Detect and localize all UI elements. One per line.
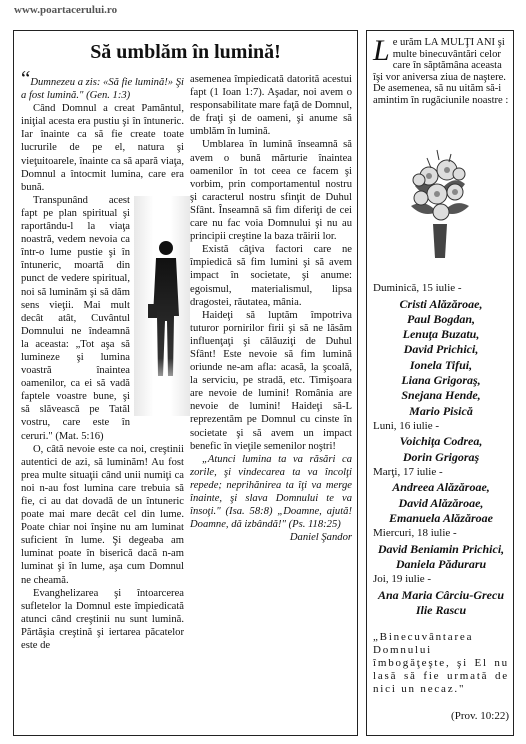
birthday-name: Ilie Rascu	[415, 603, 467, 618]
paragraph: Evanghelizarea şi întoarcerea sufletelor la Domnul este împiedicată atunci când creştinii nu sunt lumină. Părtăşia creştină şi iertarea păcatelor este de	[21, 587, 184, 652]
paragraph: Haideţi să luptăm împotriva tuturor pornirilor firii şi să ne lăsăm influenţaţi şi călăuziţi de Duhul Sfânt! Este nevoie să fim lumină oriunde ne-am afla: acasă, la şcoală, la serviciu, pe stradă, etc. Timişoara are nevoie de lumini! România are nevoie de lumini! Haideţi să-L reprezentăm pe Domnul cu cinste în societate şi să avem un impact benefic în vieţile semenilor noştri!	[190, 309, 352, 452]
birthday-intro: Le urăm LA MULŢI ANI şi multe binecuvântări celor care în săptămâna aceasta îşi vor aniversa ziua de naştere. De asemenea, să nu uităm să-i amintim în rugăciunile noastre :	[373, 34, 509, 106]
opening-quote: “Dumnezeu a zis: «Să fie lumină!» Şi a fost lumină." (Gen. 1:3)	[21, 66, 184, 102]
paragraph: asemenea împiedicată datorită acestui fapt (1 Ioan 1:7). Aşadar, noi avem o responsabilitate mare faţă de Domnul, de fraţi şi de oameni, şi anume să umblăm în lumină.	[190, 74, 352, 138]
birthday-name: Dorin Grigoraş	[402, 449, 480, 464]
birthday-name: Andreea Alăzăroae,	[392, 480, 490, 495]
day-label: Joi, 19 iulie -	[373, 573, 432, 586]
flower-bouquet-image	[407, 146, 473, 261]
birthday-name: Lenuţa Buzatu,	[402, 327, 480, 342]
day-entry	[373, 419, 509, 465]
birthday-name: David Prichici,	[403, 342, 479, 357]
birthday-list	[373, 281, 509, 619]
birthday-name: Cristi Alăzăroae,	[399, 296, 483, 311]
closing-verses: „Atunci lumina ta va răsări ca zorile, şi vindecarea ta va încolţi repede; neprihănirea ta îţi va merge înainte, şi slava Domnului te va însoţi." (Isa. 58:8) „Doamne, ajută! Doamne, dă izbândă!" (Ps. 118:25)	[190, 453, 352, 531]
birthday-name: Snejana Hende,	[401, 388, 481, 403]
birthday-name: Ionela Tifui,	[409, 357, 473, 372]
paragraph: O, câtă nevoie este ca noi, creştinii autentici de azi, să luminăm! Au fost prea multe situaţii când unii numiţi ca noi n-au fost lumina care trebuia să fie, ci au dat dovadă de un întuneric poate mai mare decât cel din lume. Poate chiar noi înşine nu am luminat suficient în lume. Şi degeaba am luminat poate în biserică dacă n-am luminat şi în lume, aşa cum Domnul ne cheamă.	[21, 443, 184, 586]
day-entry	[373, 526, 509, 572]
day-label: Luni, 16 iulie -	[373, 419, 439, 432]
author-signature: Daniel Şandor	[289, 532, 352, 544]
birthday-name: Voichiţa Codrea,	[399, 434, 483, 449]
drop-cap: L	[373, 34, 390, 67]
day-label: Marţi, 17 iulie -	[373, 465, 443, 478]
birthday-name: Emanuela Alăzăroae	[389, 511, 493, 526]
blessing-text: „Binecuvântarea Domnului îmbogăţeşte, şi El nu lasă să fie urmată de nici un necaz."	[373, 631, 509, 695]
paragraph: Transpunând acest fapt pe plan spiritual şi raportându-l la viaţa noastră, vedem nevoia ca într-o lume pustie şi în întuneric, moartă din punct de vedere spiritual, noi să luminăm şi să dăm sens vieţii. Mai mult decât atât, Cuvântul Domnului ne îndeamnă la aceasta: „Tot aşa să lumineze şi lumina voastră înaintea oamenilor, ca ei să vadă faptele voastre bune, şi să slăvească pe Tatăl vostru, care este în ceruri." (Mat. 5:16)	[21, 194, 184, 443]
birthday-name: Daniela Păduraru	[395, 557, 487, 572]
birthday-name: Ana Maria Cârciu-Grecu	[377, 587, 505, 602]
birthdays-box	[366, 30, 514, 736]
blessing-verse	[373, 631, 509, 723]
silhouette-photo	[134, 196, 190, 416]
article-column-2	[190, 73, 352, 544]
paragraph: Există câţiva factori care ne împiedică să fim lumini şi să avem impact în societate, şi anume: egoismul, materialismul, lipsa dragostei, răutatea, mânia.	[190, 244, 352, 308]
birthday-name: David Alăzăroae,	[398, 495, 484, 510]
article-title: Să umblăm în lumină!	[90, 41, 281, 63]
day-entry	[373, 465, 509, 526]
article-column-1	[21, 66, 184, 652]
day-label: Duminică, 15 iulie -	[373, 282, 462, 294]
day-entry	[373, 572, 509, 618]
site-url: www.poartacerului.ro	[14, 4, 118, 16]
paragraph: Când Domnul a creat Pamântul, iniţial acesta era pustiu şi în întuneric. Iar înainte ca să fie create toate lucrurile de pe el, natura şi vieţuitoarele, înainte ca să apară viaţa, Domnul a întocmit lumina, care era bună.	[21, 103, 184, 193]
blessing-reference: (Prov. 10:22)	[451, 710, 509, 722]
day-entry	[373, 281, 509, 419]
paragraph: Umblarea în lumină înseamnă să avem o bună mărturie înaintea oamenilor în tot ceea ce facem şi vorbim, prin comportamentul nostru şi caracterul nostru sfinţit de Duhul Sfânt. Înseamnă să fim diferiţi de cei care nu fac voia Domnului şi nu au principii creştine la baza trăirii lor.	[190, 139, 352, 243]
birthday-name: Mario Pisică	[409, 403, 473, 418]
birthday-name: David Beniamin Prichici,	[377, 541, 505, 556]
birthday-name: Liana Grigoraş,	[401, 372, 481, 387]
day-label: Miercuri, 18 iulie -	[373, 527, 457, 540]
article-box	[13, 30, 358, 736]
birthday-name: Paul Bogdan,	[406, 311, 475, 326]
